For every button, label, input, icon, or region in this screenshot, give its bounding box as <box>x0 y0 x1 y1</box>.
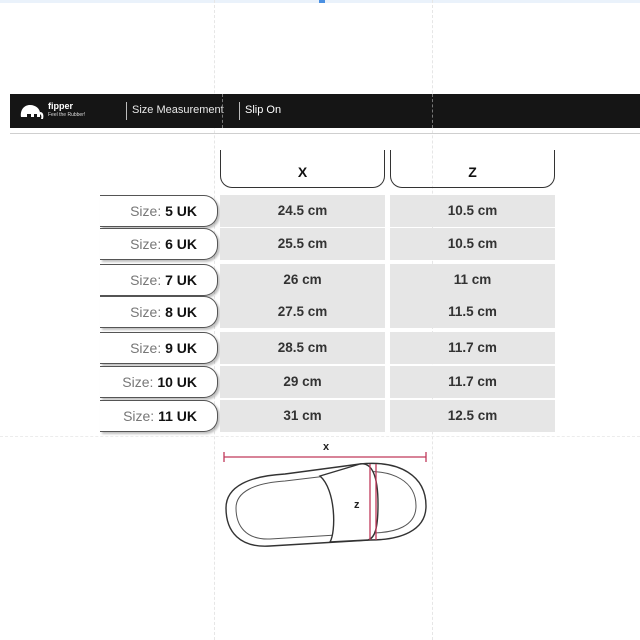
z-measurement: 11.7 cm <box>390 332 555 364</box>
size-row <box>0 195 640 227</box>
header-rule <box>10 133 640 134</box>
page-title: Size Measurement <box>132 104 224 116</box>
header-divider <box>239 102 240 120</box>
slipper-diagram <box>210 436 440 556</box>
x-dimension-label: x <box>323 441 330 453</box>
brand-tagline: Feel the Rubber! <box>48 112 86 118</box>
size-value: 5 UK <box>165 203 197 219</box>
size-tab <box>100 228 218 260</box>
column-header-z: Z <box>390 150 555 188</box>
size-row <box>0 228 640 260</box>
z-measurement: 12.5 cm <box>390 400 555 432</box>
size-row <box>0 366 640 398</box>
size-tab <box>100 332 218 364</box>
size-tab <box>100 264 218 296</box>
size-tab <box>100 400 218 432</box>
page-subtitle: Slip On <box>245 104 282 116</box>
z-dimension-label: z <box>354 499 360 511</box>
x-measurement: 28.5 cm <box>220 332 385 364</box>
size-value: 9 UK <box>165 340 197 356</box>
top-edge-marker <box>319 0 325 3</box>
size-value: 8 UK <box>165 304 197 320</box>
z-measurement: 11 cm <box>390 264 555 296</box>
size-prefix: Size: <box>130 203 162 219</box>
guide-line <box>222 94 223 128</box>
size-value: 7 UK <box>165 272 197 288</box>
size-prefix: Size: <box>123 408 155 424</box>
guide-line <box>432 94 433 128</box>
z-measurement: 11.5 cm <box>390 296 555 328</box>
z-measurement: 10.5 cm <box>390 195 555 227</box>
column-header-x: X <box>220 150 385 188</box>
brand-name: fipper <box>48 101 74 111</box>
size-row <box>0 400 640 432</box>
x-measurement: 26 cm <box>220 264 385 296</box>
size-value: 10 UK <box>157 374 197 390</box>
size-tab <box>100 195 218 227</box>
z-measurement: 11.7 cm <box>390 366 555 398</box>
size-row <box>0 332 640 364</box>
x-measurement: 29 cm <box>220 366 385 398</box>
x-measurement: 25.5 cm <box>220 228 385 260</box>
size-value: 11 UK <box>158 408 197 424</box>
size-prefix: Size: <box>130 236 162 252</box>
size-row <box>0 264 640 296</box>
size-row <box>0 296 640 328</box>
x-measurement: 27.5 cm <box>220 296 385 328</box>
x-measurement: 24.5 cm <box>220 195 385 227</box>
header-bar <box>10 94 640 128</box>
size-tab <box>100 366 218 398</box>
size-prefix: Size: <box>130 272 162 288</box>
size-prefix: Size: <box>130 304 162 320</box>
z-measurement: 10.5 cm <box>390 228 555 260</box>
x-measurement: 31 cm <box>220 400 385 432</box>
header-divider <box>126 102 127 120</box>
size-tab <box>100 296 218 328</box>
size-prefix: Size: <box>130 340 162 356</box>
size-value: 6 UK <box>165 236 197 252</box>
size-prefix: Size: <box>122 374 154 390</box>
